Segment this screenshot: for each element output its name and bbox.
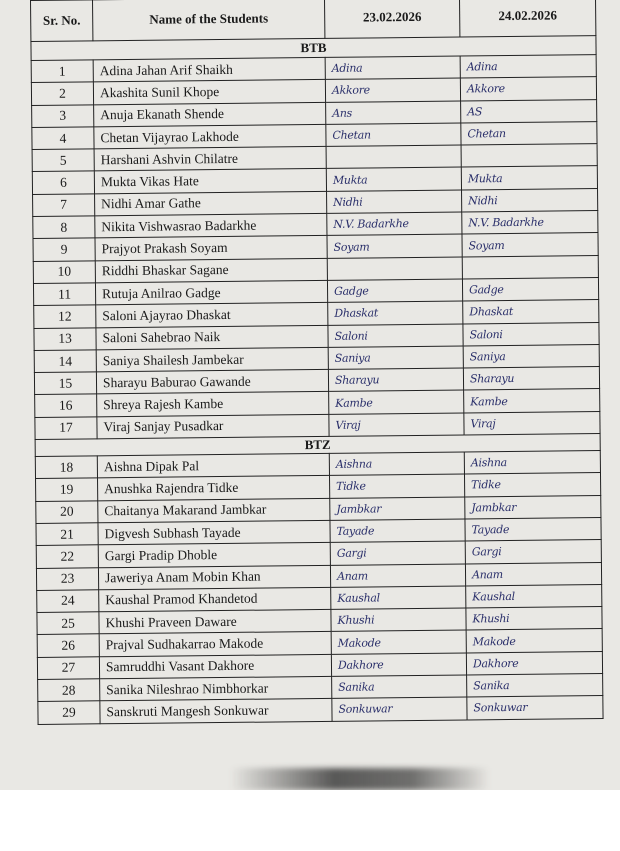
student-name: Sanskruti Mangesh Sonkuwar <box>100 699 332 724</box>
signature-date-1: Kaushal <box>331 586 466 610</box>
serial-number: 17 <box>35 417 97 440</box>
signature-date-1: Khushi <box>331 608 466 632</box>
signature-date-1: Soyam <box>327 234 462 258</box>
signature-date-2: Gargi <box>465 540 601 564</box>
signature-date-2: Sanika <box>467 674 603 698</box>
signature-date-2 <box>462 255 598 279</box>
serial-number: 27 <box>37 657 99 680</box>
student-name: Gargi Pradip Dhoble <box>98 543 330 568</box>
header-date-1: 23.02.2026 <box>324 0 459 38</box>
student-name: Saloni Sahebrao Naik <box>96 325 328 350</box>
serial-number: 14 <box>34 350 96 373</box>
student-name: Anushka Rajendra Tidke <box>98 476 330 501</box>
signature-date-1: Aishna <box>329 452 464 476</box>
signature-date-2: Adina <box>460 55 596 79</box>
signature-date-1: Nidhi <box>327 190 462 214</box>
group-label: BTB <box>31 36 596 61</box>
serial-number: 6 <box>32 171 94 194</box>
signature-date-2 <box>461 144 597 168</box>
student-name: Mukta Vikas Hate <box>94 169 326 194</box>
signature-date-2: Makode <box>466 629 602 653</box>
student-name: Aishna Dipak Pal <box>97 453 329 478</box>
serial-number: 19 <box>36 478 98 501</box>
signature-date-2: Anam <box>465 562 601 586</box>
serial-number: 1 <box>31 60 93 83</box>
serial-number: 8 <box>33 216 95 239</box>
signature-date-2: Saniya <box>463 344 599 368</box>
signature-date-2: Sharayu <box>463 367 599 391</box>
signature-date-2: Jambkar <box>465 495 601 519</box>
serial-number: 16 <box>35 394 97 417</box>
signature-date-2: Saloni <box>463 322 599 346</box>
signature-date-1 <box>326 145 461 169</box>
signature-date-1: Sanika <box>332 675 467 699</box>
serial-number: 18 <box>35 456 97 479</box>
header-row <box>31 0 596 41</box>
scan-shadow <box>230 768 490 790</box>
signature-date-1: Sonkuwar <box>332 697 467 721</box>
student-name: Saniya Shailesh Jambekar <box>96 347 328 372</box>
signature-date-2: Tayade <box>465 517 601 541</box>
student-name: Digvesh Subhash Tayade <box>98 520 330 545</box>
student-name: Samruddhi Vasant Dakhore <box>99 654 331 679</box>
header-date-2: 24.02.2026 <box>459 0 595 37</box>
serial-number: 21 <box>36 523 98 546</box>
signature-date-1: Tayade <box>330 519 465 543</box>
signature-date-2: Kaushal <box>466 584 602 608</box>
serial-number: 10 <box>33 261 95 284</box>
student-name: Chetan Vijayrao Lakhode <box>94 124 326 149</box>
student-name: Nikita Vishwasrao Badarkhe <box>95 213 327 238</box>
serial-number: 4 <box>32 127 94 150</box>
serial-number: 20 <box>36 500 98 523</box>
student-name: Chaitanya Makarand Jambkar <box>98 498 330 523</box>
signature-date-1: Chetan <box>326 123 461 147</box>
signature-date-1: Dhaskat <box>328 301 463 325</box>
signature-date-1: Mukta <box>326 167 461 191</box>
attendance-sheet <box>30 0 603 790</box>
student-name: Prajyot Prakash Soyam <box>95 236 327 261</box>
signature-date-2: Gadge <box>462 278 598 302</box>
signature-date-1: Makode <box>331 630 466 654</box>
student-name: Khushi Praveen Daware <box>99 610 331 635</box>
signature-date-1: Sharayu <box>328 368 463 392</box>
student-name: Prajval Sudhakarrao Makode <box>99 632 331 657</box>
student-name: Sharayu Baburao Gawande <box>96 370 328 395</box>
signature-date-1: Kambe <box>329 390 464 414</box>
serial-number: 11 <box>33 283 95 306</box>
student-name: Saloni Ajayrao Dhaskat <box>96 303 328 328</box>
header-srno: Sr. No. <box>31 0 93 41</box>
signature-date-1: Anam <box>330 564 465 588</box>
student-name: Nidhi Amar Gathe <box>95 191 327 216</box>
serial-number: 3 <box>32 104 94 127</box>
signature-date-1: Tidke <box>329 474 464 498</box>
signature-date-1: Jambkar <box>330 497 465 521</box>
serial-number: 7 <box>33 194 95 217</box>
signature-date-2: Tidke <box>464 473 600 497</box>
serial-number: 2 <box>31 82 93 105</box>
signature-date-2: Soyam <box>462 233 598 257</box>
student-name: Anuja Ekanath Shende <box>94 102 326 127</box>
signature-date-1: Dakhore <box>331 653 466 677</box>
signature-date-2: Dakhore <box>466 651 602 675</box>
signature-date-1: Saloni <box>328 324 463 348</box>
serial-number: 13 <box>34 327 96 350</box>
attendance-body <box>31 36 603 724</box>
signature-date-1: Saniya <box>328 346 463 370</box>
serial-number: 22 <box>36 545 98 568</box>
student-name: Rutuja Anilrao Gadge <box>95 280 327 305</box>
signature-date-1: Gadge <box>327 279 462 303</box>
signature-date-1: Viraj <box>329 413 464 437</box>
serial-number: 12 <box>34 305 96 328</box>
student-name: Riddhi Bhaskar Sagane <box>95 258 327 283</box>
serial-number: 29 <box>38 701 100 724</box>
serial-number: 15 <box>34 372 96 395</box>
signature-date-2: Viraj <box>464 411 600 435</box>
attendance-table <box>30 0 604 725</box>
signature-date-1: N.V. Badarkhe <box>327 212 462 236</box>
serial-number: 5 <box>32 149 94 172</box>
serial-number: 9 <box>33 238 95 261</box>
serial-number: 25 <box>37 612 99 635</box>
student-name: Akashita Sunil Khope <box>93 80 325 105</box>
signature-date-2: Chetan <box>461 121 597 145</box>
signature-date-2: Aishna <box>464 451 600 475</box>
serial-number: 26 <box>37 634 99 657</box>
student-name: Sanika Nileshrao Nimbhorkar <box>100 676 332 701</box>
signature-date-2: Nidhi <box>462 188 598 212</box>
group-label: BTZ <box>35 434 600 457</box>
header-name: Name of the Students <box>93 0 325 41</box>
signature-date-2: Kambe <box>464 389 600 413</box>
signature-date-1: Akkore <box>325 78 460 102</box>
student-name: Shreya Rajesh Kambe <box>97 392 329 417</box>
signature-date-1: Adina <box>325 56 460 80</box>
signature-date-1 <box>327 257 462 281</box>
signature-date-2: Dhaskat <box>463 300 599 324</box>
serial-number: 24 <box>37 590 99 613</box>
signature-date-2: Sonkuwar <box>467 696 603 720</box>
student-name: Harshani Ashvin Chilatre <box>94 147 326 172</box>
student-name: Adina Jahan Arif Shaikh <box>93 57 325 82</box>
signature-date-2: Khushi <box>466 607 602 631</box>
serial-number: 28 <box>38 679 100 702</box>
signature-date-2: AS <box>461 99 597 123</box>
signature-date-2: N.V. Badarkhe <box>462 211 598 235</box>
signature-date-1: Ans <box>326 101 461 125</box>
student-name: Kaushal Pramod Khandetod <box>99 587 331 612</box>
student-name: Jaweriya Anam Mobin Khan <box>98 565 330 590</box>
serial-number: 23 <box>36 567 98 590</box>
signature-date-2: Akkore <box>460 77 596 101</box>
signature-date-1: Gargi <box>330 541 465 565</box>
table-row <box>38 696 603 724</box>
student-name: Viraj Sanjay Pusadkar <box>97 414 329 439</box>
signature-date-2: Mukta <box>461 166 597 190</box>
